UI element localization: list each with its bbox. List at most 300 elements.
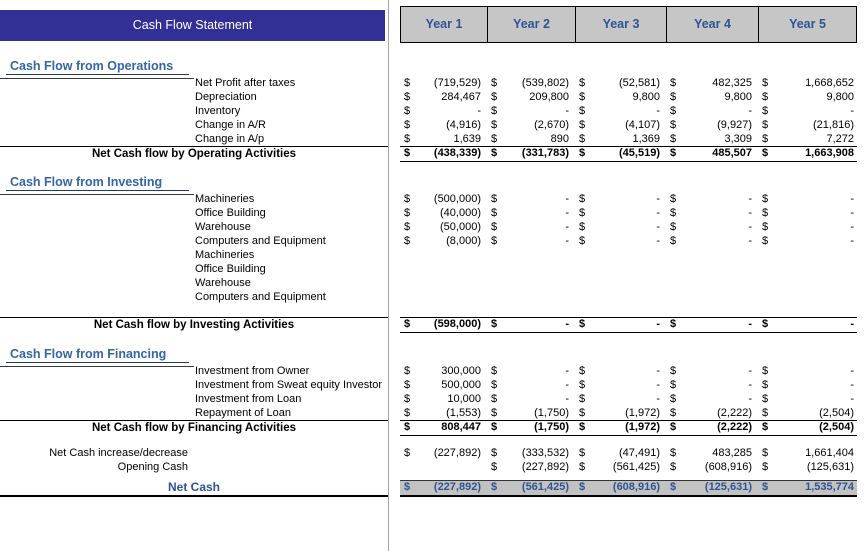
value-cell[interactable] xyxy=(758,262,857,276)
value-cell[interactable] xyxy=(758,234,857,248)
currency-symbol: $ xyxy=(491,105,498,117)
cell-value: (9,927) xyxy=(717,119,752,131)
value-cell[interactable] xyxy=(487,206,575,220)
currency-symbol: $ xyxy=(762,105,769,117)
cell-value: - xyxy=(850,393,854,405)
value-cell[interactable] xyxy=(487,378,575,392)
value-cell[interactable] xyxy=(487,76,575,90)
currency-symbol: $ xyxy=(404,193,411,205)
currency-symbol: $ xyxy=(579,407,586,419)
value-cell[interactable] xyxy=(666,262,758,276)
cell-value: 9,800 xyxy=(724,91,752,103)
currency-symbol: $ xyxy=(404,421,411,433)
currency-symbol: $ xyxy=(579,91,586,103)
currency-symbol: $ xyxy=(670,481,677,493)
value-cell[interactable] xyxy=(758,406,857,420)
value-cell[interactable] xyxy=(758,248,857,262)
value-cell[interactable] xyxy=(666,318,758,332)
value-cell[interactable] xyxy=(400,118,487,132)
currency-symbol: $ xyxy=(491,119,498,131)
currency-symbol: $ xyxy=(404,407,411,419)
cell-value: - xyxy=(565,193,569,205)
currency-symbol: $ xyxy=(404,133,411,145)
cell-value: - xyxy=(565,318,569,330)
currency-symbol: $ xyxy=(579,379,586,391)
row-label[interactable]: Office Building xyxy=(195,263,266,275)
value-cell[interactable] xyxy=(575,481,666,495)
currency-symbol: $ xyxy=(491,481,498,493)
value-cell[interactable] xyxy=(400,90,487,104)
value-cell[interactable] xyxy=(666,118,758,132)
cell-value: 485,507 xyxy=(712,147,752,159)
cell-value: - xyxy=(850,379,854,391)
cell-value: - xyxy=(850,365,854,377)
value-cell[interactable] xyxy=(758,392,857,406)
value-cell[interactable] xyxy=(575,104,666,118)
value-cell[interactable] xyxy=(400,220,487,234)
value-cell[interactable] xyxy=(758,192,857,206)
cell-value: (1,750) xyxy=(534,421,569,433)
row-label[interactable]: Repayment of Loan xyxy=(195,407,292,419)
row-label[interactable]: Net Cash increase/decrease xyxy=(49,447,188,459)
currency-symbol: $ xyxy=(579,133,586,145)
currency-symbol: $ xyxy=(404,379,411,391)
currency-symbol: $ xyxy=(404,105,411,117)
cell-value: (2,504) xyxy=(819,407,854,419)
currency-symbol: $ xyxy=(670,193,677,205)
value-cell[interactable] xyxy=(400,318,487,332)
row-label[interactable]: Depreciation xyxy=(195,91,257,103)
row-label[interactable]: Investment from Owner xyxy=(195,365,310,377)
currency-symbol: $ xyxy=(670,91,677,103)
currency-symbol: $ xyxy=(491,235,498,247)
value-cell[interactable] xyxy=(758,220,857,234)
year-header-1[interactable]: Year 1 xyxy=(400,6,488,43)
value-cell[interactable] xyxy=(487,446,575,460)
cell-value: (227,892) xyxy=(521,461,569,473)
total-label[interactable]: Net Cash flow by Financing Activities xyxy=(0,420,388,436)
value-cell[interactable] xyxy=(400,132,487,146)
value-cell[interactable] xyxy=(487,276,575,290)
value-cell[interactable] xyxy=(400,206,487,220)
year-header-2[interactable]: Year 2 xyxy=(487,6,576,43)
value-cell[interactable] xyxy=(400,378,487,392)
row-values xyxy=(400,132,857,146)
currency-symbol: $ xyxy=(579,147,586,159)
currency-symbol: $ xyxy=(579,119,586,131)
currency-symbol: $ xyxy=(404,393,411,405)
value-cell[interactable] xyxy=(487,460,575,474)
currency-symbol: $ xyxy=(579,235,586,247)
cell-value: - xyxy=(656,207,660,219)
currency-symbol: $ xyxy=(670,393,677,405)
cell-value: (2,670) xyxy=(534,119,569,131)
value-cell[interactable] xyxy=(400,262,487,276)
cell-value: 300,000 xyxy=(441,365,481,377)
cell-value: - xyxy=(850,105,854,117)
table-row xyxy=(0,290,867,304)
currency-symbol: $ xyxy=(762,119,769,131)
row-label[interactable]: Change in A/R xyxy=(195,119,266,131)
currency-symbol: $ xyxy=(762,393,769,405)
cell-value: - xyxy=(565,393,569,405)
value-cell[interactable] xyxy=(666,446,758,460)
value-cell[interactable] xyxy=(666,364,758,378)
cell-value: - xyxy=(656,379,660,391)
currency-symbol: $ xyxy=(670,461,677,473)
row-values xyxy=(400,234,857,248)
currency-symbol: $ xyxy=(491,133,498,145)
row-label[interactable]: Warehouse xyxy=(195,277,251,289)
value-cell[interactable] xyxy=(758,76,857,90)
currency-symbol: $ xyxy=(579,481,586,493)
value-cell[interactable] xyxy=(666,104,758,118)
value-cell[interactable] xyxy=(666,220,758,234)
value-cell[interactable] xyxy=(487,318,575,332)
value-cell[interactable] xyxy=(575,318,666,332)
value-cell[interactable] xyxy=(575,76,666,90)
currency-symbol: $ xyxy=(404,235,411,247)
value-cell[interactable] xyxy=(487,104,575,118)
value-cell[interactable] xyxy=(666,248,758,262)
table-row xyxy=(0,192,867,206)
currency-symbol: $ xyxy=(762,91,769,103)
year-header-5[interactable]: Year 5 xyxy=(758,6,857,43)
value-cell[interactable] xyxy=(758,147,857,161)
currency-symbol: $ xyxy=(670,133,677,145)
cell-value: (1,972) xyxy=(625,421,660,433)
value-cell[interactable] xyxy=(487,147,575,161)
value-cell[interactable] xyxy=(487,364,575,378)
currency-symbol: $ xyxy=(670,207,677,219)
value-cell[interactable] xyxy=(487,406,575,420)
currency-symbol: $ xyxy=(491,91,498,103)
currency-symbol: $ xyxy=(404,481,411,493)
cell-value: - xyxy=(565,105,569,117)
value-cell[interactable] xyxy=(758,460,857,474)
currency-symbol: $ xyxy=(579,77,586,89)
value-cell[interactable] xyxy=(666,290,758,304)
cell-value: (125,631) xyxy=(806,461,854,473)
value-cell[interactable] xyxy=(400,248,487,262)
cell-value: - xyxy=(656,318,660,330)
section-heading-label: Cash Flow from Financing xyxy=(10,347,167,361)
value-cell[interactable] xyxy=(400,147,487,161)
row-values xyxy=(400,220,857,234)
value-cell[interactable] xyxy=(666,406,758,420)
currency-symbol: $ xyxy=(762,407,769,419)
currency-symbol: $ xyxy=(579,207,586,219)
value-cell[interactable] xyxy=(666,392,758,406)
net-cash-label[interactable]: Net Cash xyxy=(0,480,388,497)
total-label[interactable]: Net Cash flow by Investing Activities xyxy=(0,317,388,333)
cell-value: 9,800 xyxy=(632,91,660,103)
value-cell[interactable] xyxy=(758,132,857,146)
value-cell[interactable] xyxy=(487,118,575,132)
year-header-4[interactable]: Year 4 xyxy=(666,6,759,43)
cell-value: (227,892) xyxy=(433,447,481,459)
currency-symbol: $ xyxy=(762,77,769,89)
value-cell[interactable] xyxy=(400,392,487,406)
row-label[interactable]: Inventory xyxy=(195,105,241,117)
value-cell[interactable] xyxy=(575,192,666,206)
value-cell[interactable] xyxy=(575,290,666,304)
cell-value: (45,519) xyxy=(619,147,660,159)
row-label[interactable]: Opening Cash xyxy=(117,461,188,473)
row-label[interactable]: Office Building xyxy=(195,207,266,219)
cell-value: (608,916) xyxy=(612,481,660,493)
currency-symbol: $ xyxy=(491,147,498,159)
value-cell[interactable] xyxy=(666,378,758,392)
investing-total-row xyxy=(0,317,867,333)
value-cell[interactable] xyxy=(400,421,487,435)
currency-symbol: $ xyxy=(491,318,498,330)
value-cell[interactable] xyxy=(487,421,575,435)
currency-symbol: $ xyxy=(491,393,498,405)
heading-rule xyxy=(6,74,189,75)
currency-symbol: $ xyxy=(404,221,411,233)
currency-symbol: $ xyxy=(762,365,769,377)
value-cell[interactable] xyxy=(575,220,666,234)
cell-value: 284,467 xyxy=(441,91,481,103)
currency-symbol: $ xyxy=(762,379,769,391)
table-row xyxy=(0,220,867,234)
cell-value: - xyxy=(850,207,854,219)
value-cell[interactable] xyxy=(575,276,666,290)
value-cell[interactable] xyxy=(575,378,666,392)
cell-value: - xyxy=(656,193,660,205)
currency-symbol: $ xyxy=(762,421,769,433)
row-values xyxy=(400,146,857,162)
value-cell[interactable] xyxy=(400,481,487,495)
cell-value: - xyxy=(748,105,752,117)
value-cell[interactable] xyxy=(666,192,758,206)
row-label[interactable]: Change in A/p xyxy=(195,133,265,145)
cell-value: (608,916) xyxy=(704,461,752,473)
value-cell[interactable] xyxy=(575,132,666,146)
value-cell[interactable] xyxy=(666,481,758,495)
value-cell[interactable] xyxy=(758,446,857,460)
value-cell[interactable] xyxy=(758,90,857,104)
value-cell[interactable] xyxy=(575,90,666,104)
value-cell[interactable] xyxy=(575,421,666,435)
currency-symbol: $ xyxy=(670,221,677,233)
cell-value: (500,000) xyxy=(433,193,481,205)
sheet-title[interactable]: Cash Flow Statement xyxy=(0,10,385,41)
year-header-3[interactable]: Year 3 xyxy=(575,6,667,43)
value-cell[interactable] xyxy=(400,446,487,460)
value-cell[interactable] xyxy=(758,276,857,290)
table-row xyxy=(0,132,867,146)
cell-value: 3,309 xyxy=(724,133,752,145)
value-cell[interactable] xyxy=(575,446,666,460)
value-cell[interactable] xyxy=(487,220,575,234)
currency-symbol: $ xyxy=(762,318,769,330)
currency-symbol: $ xyxy=(762,221,769,233)
value-cell[interactable] xyxy=(487,234,575,248)
currency-symbol: $ xyxy=(579,365,586,377)
cell-value: - xyxy=(748,207,752,219)
cell-value: - xyxy=(748,365,752,377)
value-cell[interactable] xyxy=(666,132,758,146)
currency-symbol: $ xyxy=(762,193,769,205)
value-cell[interactable] xyxy=(487,290,575,304)
cell-value: - xyxy=(656,235,660,247)
value-cell[interactable] xyxy=(400,104,487,118)
value-cell[interactable] xyxy=(758,421,857,435)
heading-rule xyxy=(6,362,189,363)
currency-symbol: $ xyxy=(491,447,498,459)
currency-symbol: $ xyxy=(579,193,586,205)
cell-value: - xyxy=(565,365,569,377)
value-cell[interactable] xyxy=(575,406,666,420)
cell-value: 890 xyxy=(550,133,569,145)
value-cell[interactable] xyxy=(666,421,758,435)
currency-symbol: $ xyxy=(670,379,677,391)
value-cell[interactable] xyxy=(575,147,666,161)
cell-value: (227,892) xyxy=(433,481,481,493)
row-label[interactable]: Computers and Equipment xyxy=(195,235,326,247)
row-values xyxy=(400,206,857,220)
investing-rows xyxy=(0,192,867,304)
value-cell[interactable] xyxy=(666,90,758,104)
cell-value: - xyxy=(565,379,569,391)
row-values xyxy=(400,392,857,406)
row-label[interactable]: Warehouse xyxy=(195,221,251,233)
value-cell[interactable] xyxy=(575,392,666,406)
value-cell[interactable] xyxy=(487,392,575,406)
value-cell[interactable] xyxy=(666,276,758,290)
table-row xyxy=(0,104,867,118)
cell-value: - xyxy=(850,221,854,233)
value-cell[interactable] xyxy=(758,378,857,392)
currency-symbol: $ xyxy=(670,105,677,117)
value-cell[interactable] xyxy=(575,234,666,248)
row-values xyxy=(400,406,857,420)
row-label[interactable]: Machineries xyxy=(195,193,255,205)
currency-symbol: $ xyxy=(491,221,498,233)
cell-value: 1,639 xyxy=(453,133,481,145)
cell-value: (438,339) xyxy=(433,147,481,159)
table-row xyxy=(0,76,867,90)
row-label[interactable]: Investment from Loan xyxy=(195,393,302,405)
value-cell[interactable] xyxy=(758,206,857,220)
cell-value: (1,750) xyxy=(534,407,569,419)
currency-symbol: $ xyxy=(579,461,586,473)
value-cell[interactable] xyxy=(575,206,666,220)
value-cell[interactable] xyxy=(666,206,758,220)
cell-value: 500,000 xyxy=(441,379,481,391)
cell-value: - xyxy=(850,235,854,247)
value-cell[interactable] xyxy=(400,192,487,206)
financing-rows xyxy=(0,364,867,420)
row-label[interactable]: Computers and Equipment xyxy=(195,291,326,303)
value-cell[interactable] xyxy=(758,104,857,118)
value-cell[interactable] xyxy=(758,290,857,304)
total-label[interactable]: Net Cash flow by Operating Activities xyxy=(0,146,388,162)
currency-symbol: $ xyxy=(670,147,677,159)
value-cell[interactable] xyxy=(758,481,857,495)
currency-symbol: $ xyxy=(491,193,498,205)
cell-value: 482,325 xyxy=(712,77,752,89)
cell-value: 9,800 xyxy=(826,91,854,103)
value-cell[interactable] xyxy=(666,460,758,474)
currency-symbol: $ xyxy=(670,365,677,377)
currency-symbol: $ xyxy=(670,119,677,131)
row-label[interactable]: Investment from Sweat equity Investor xyxy=(195,379,383,391)
table-row xyxy=(0,406,867,420)
value-cell[interactable] xyxy=(666,147,758,161)
heading-rule xyxy=(6,190,189,191)
value-cell[interactable] xyxy=(487,90,575,104)
cell-value: - xyxy=(565,221,569,233)
value-cell[interactable] xyxy=(666,234,758,248)
cell-value: (52,581) xyxy=(619,77,660,89)
value-cell[interactable] xyxy=(758,318,857,332)
row-label[interactable]: Net Profit after taxes xyxy=(195,77,296,89)
currency-symbol: $ xyxy=(762,461,769,473)
cell-value: - xyxy=(477,105,481,117)
value-cell[interactable] xyxy=(575,262,666,276)
value-cell[interactable] xyxy=(487,481,575,495)
currency-symbol: $ xyxy=(491,421,498,433)
currency-symbol: $ xyxy=(404,119,411,131)
value-cell[interactable] xyxy=(666,76,758,90)
cell-value: (331,783) xyxy=(521,147,569,159)
row-label[interactable]: Machineries xyxy=(195,249,255,261)
table-row xyxy=(0,446,867,460)
section-heading-label: Cash Flow from Investing xyxy=(10,175,163,189)
value-cell[interactable] xyxy=(400,290,487,304)
value-cell[interactable] xyxy=(487,132,575,146)
value-cell[interactable] xyxy=(400,406,487,420)
value-cell[interactable] xyxy=(758,118,857,132)
row-values xyxy=(400,76,857,90)
row-values xyxy=(400,118,857,132)
value-cell[interactable] xyxy=(400,364,487,378)
currency-symbol: $ xyxy=(579,393,586,405)
value-cell[interactable] xyxy=(575,364,666,378)
value-cell[interactable] xyxy=(487,248,575,262)
value-cell[interactable] xyxy=(400,234,487,248)
table-row xyxy=(0,262,867,276)
value-cell[interactable] xyxy=(487,192,575,206)
table-row xyxy=(0,118,867,132)
row-values xyxy=(400,446,857,460)
cell-value: - xyxy=(656,221,660,233)
value-cell[interactable] xyxy=(575,248,666,262)
operating-total-row xyxy=(0,146,867,162)
table-row xyxy=(0,378,867,392)
value-cell[interactable] xyxy=(400,276,487,290)
value-cell[interactable] xyxy=(575,460,666,474)
currency-symbol: $ xyxy=(579,421,586,433)
value-cell[interactable] xyxy=(575,118,666,132)
value-cell[interactable] xyxy=(758,364,857,378)
value-cell[interactable] xyxy=(400,76,487,90)
cell-value: 1,535,774 xyxy=(805,481,854,493)
currency-symbol: $ xyxy=(670,421,677,433)
currency-symbol: $ xyxy=(670,235,677,247)
cell-value: (719,529) xyxy=(433,77,481,89)
cell-value: (561,425) xyxy=(612,461,660,473)
currency-symbol: $ xyxy=(404,318,411,330)
cell-value: (21,816) xyxy=(813,119,854,131)
operations-rows xyxy=(0,76,867,146)
value-cell[interactable] xyxy=(487,262,575,276)
cell-value: - xyxy=(656,365,660,377)
value-cell[interactable] xyxy=(400,460,487,474)
